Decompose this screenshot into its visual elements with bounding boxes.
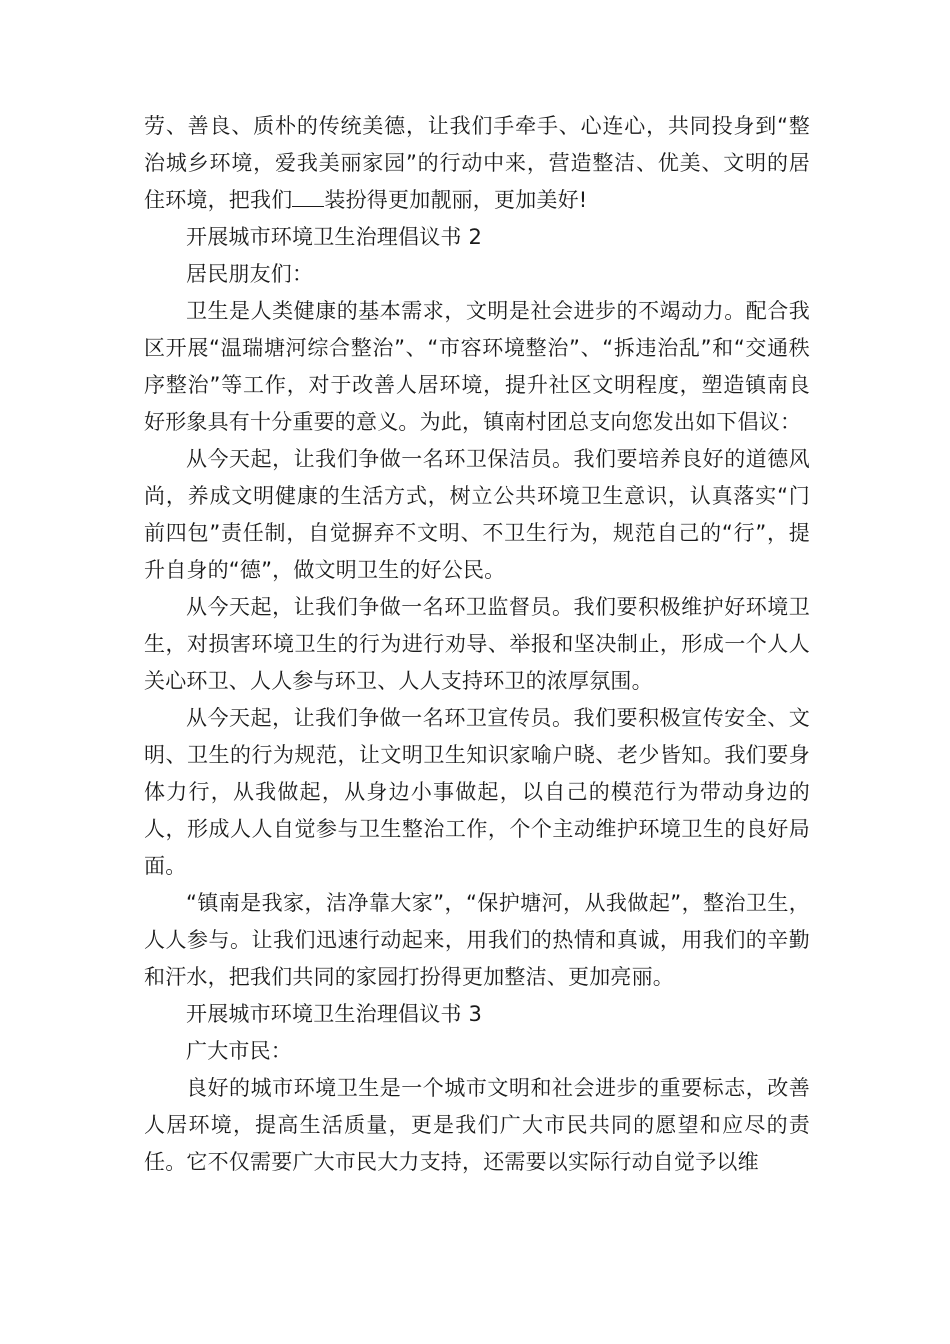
body-paragraph: 卫生是人类健康的基本需求，文明是社会进步的不竭动力。配合我区开展“温瑞塘河综合整治”、“市容环境整治”、“拆违治乱”和“交通秩序整治”等工作，对于改善人居环境，提升社区文明程度，塑造镇南良好形象具有十分重要的意义。为此，镇南村团总支向您发出如下倡议： xyxy=(144,299,810,434)
salutation-residents: 居民朋友们： xyxy=(186,262,314,286)
document-body xyxy=(144,108,810,1181)
salutation-citizens: 广大市民： xyxy=(186,1039,292,1063)
section-heading-3: 开展城市环境卫生治理倡议书 3 xyxy=(186,1002,483,1026)
paragraph-text: 装扮得更加靓丽，更加美好! xyxy=(324,188,588,212)
body-paragraph: “镇南是我家，洁净靠大家”，“保护塘河，从我做起”，整治卫生，人人参与。让我们迅速行动起来，用我们的热情和真诚，用我们的辛勤和汗水，把我们共同的家园打扮得更加整洁、更加亮丽。 xyxy=(144,891,810,989)
body-paragraph: 良好的城市环境卫生是一个城市文明和社会进步的重要标志，改善人居环境，提高生活质量，更是我们广大市民共同的愿望和应尽的责任。它不仅需要广大市民大力支持，还需要以实际行动自觉予以维 xyxy=(144,1076,810,1174)
body-paragraph: 从今天起，让我们争做一名环卫保洁员。我们要培养良好的道德风尚，养成文明健康的生活方式，树立公共环境卫生意识，认真落实“门前四包”责任制，自觉摒弃不文明、不卫生行为，规范自己的“行”，提升自身的“德”，做文明卫生的好公民。 xyxy=(144,447,810,582)
body-paragraph: 从今天起，让我们争做一名环卫监督员。我们要积极维护好环境卫生，对损害环境卫生的行为进行劝导、举报和坚决制止，形成一个人人关心环卫、人人参与环卫、人人支持环卫的浓厚氛围。 xyxy=(144,595,810,693)
section-heading-2: 开展城市环境卫生治理倡议书 2 xyxy=(186,225,483,249)
blank-underline xyxy=(292,188,324,207)
paragraph-text: 劳、善良、质朴的传统美德，让我们手牵手、心连心，共同投身到“整治城乡环境，爱我美丽家园”的行动中来，营造整洁、优美、文明的居住环境，把我们 xyxy=(144,114,810,212)
body-paragraph: 从今天起，让我们争做一名环卫宣传员。我们要积极宣传安全、文明、卫生的行为规范，让文明卫生知识家喻户晓、老少皆知。我们要身体力行，从我做起，从身边小事做起，以自己的模范行为带动身边的人，形成人人自觉参与卫生整治工作，个个主动维护环境卫生的良好局面。 xyxy=(144,706,810,878)
continuation-paragraph xyxy=(144,108,810,219)
